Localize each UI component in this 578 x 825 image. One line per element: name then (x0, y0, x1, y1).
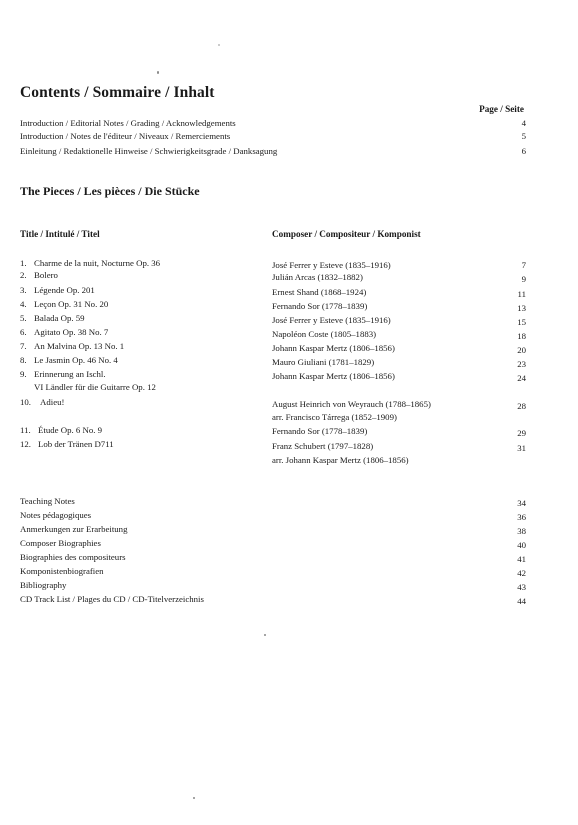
appendix-page: 36 (517, 512, 526, 522)
intro-line[interactable]: Introduction / Editorial Notes / Grading / Acknowledgements (20, 118, 236, 128)
piece-number: 11. (20, 425, 31, 435)
appendix-item[interactable]: Notes pédagogiques (20, 510, 92, 520)
intro-page: 5 (521, 131, 526, 141)
piece-composer: José Ferrer y Esteve (1835–1916) (272, 315, 391, 325)
piece-page: 18 (517, 331, 526, 341)
page-title: Contents / Sommaire / Inhalt (20, 84, 215, 101)
composer-column-header: Composer / Compositeur / Komponist (272, 229, 421, 239)
piece-composer: Fernando Sor (1778–1839) (272, 301, 368, 311)
piece-page: 28 (517, 401, 526, 411)
piece-title[interactable]: Charme de la nuit, Nocturne Op. 36 (34, 258, 161, 268)
page-column-header: Page / Seite (479, 104, 524, 114)
appendix-page: 44 (517, 596, 526, 606)
piece-title[interactable]: Le Jasmin Op. 46 No. 4 (34, 355, 118, 365)
appendix-item[interactable]: Bibliography (20, 580, 67, 590)
piece-number: 6. (20, 327, 27, 337)
piece-page: 15 (517, 317, 526, 327)
piece-title[interactable]: Étude Op. 6 No. 9 (38, 425, 103, 435)
intro-line[interactable]: Introduction / Notes de l'éditeur / Niveaux / Remerciements (20, 131, 231, 141)
appendix-page: 42 (517, 568, 526, 578)
piece-title[interactable]: Adieu! (40, 397, 65, 407)
piece-title[interactable]: An Malvina Op. 13 No. 1 (34, 341, 125, 351)
scan-speck (218, 44, 220, 46)
piece-number: 9. (20, 369, 27, 379)
intro-line[interactable]: Einleitung / Redaktionelle Hinweise / Schwierigkeitsgrade / Danksagung (20, 146, 278, 156)
appendix-page: 43 (517, 582, 526, 592)
piece-title[interactable]: Lob der Tränen D711 (38, 439, 114, 449)
piece-page: 29 (517, 428, 526, 438)
piece-composer: José Ferrer y Esteve (1835–1916) (272, 260, 391, 270)
piece-number: 12. (20, 439, 31, 449)
intro-page: 6 (521, 146, 526, 156)
appendix-item[interactable]: Komponistenbiografien (20, 566, 104, 576)
piece-subtitle: VI Ländler für die Guitarre Op. 12 (34, 382, 156, 392)
piece-arranger: arr. Johann Kaspar Mertz (1806–1856) (272, 455, 409, 465)
scan-speck (193, 797, 195, 799)
appendix-item[interactable]: Anmerkungen zur Erarbeitung (20, 524, 128, 534)
piece-composer: Julián Arcas (1832–1882) (272, 272, 363, 282)
piece-number: 4. (20, 299, 27, 309)
appendix-page: 38 (517, 526, 526, 536)
piece-arranger: arr. Francisco Tárrega (1852–1909) (272, 412, 397, 422)
piece-title[interactable]: Bolero (34, 270, 58, 280)
piece-title[interactable]: Erinnerung an Ischl. (34, 369, 106, 379)
appendix-page: 40 (517, 540, 526, 550)
piece-number: 2. (20, 270, 27, 280)
appendix-item[interactable]: Composer Biographies (20, 538, 101, 548)
pieces-heading: The Pieces / Les pièces / Die Stücke (20, 184, 200, 198)
piece-number: 10. (20, 397, 31, 407)
appendix-item[interactable]: CD Track List / Plages du CD / CD-Titelverzeichnis (20, 594, 204, 604)
piece-number: 5. (20, 313, 27, 323)
piece-number: 7. (20, 341, 27, 351)
piece-title[interactable]: Agitato Op. 38 No. 7 (34, 327, 109, 337)
appendix-page: 34 (517, 498, 526, 508)
scan-speck (264, 634, 266, 636)
piece-composer: Ernest Shand (1868–1924) (272, 287, 367, 297)
piece-composer: Johann Kaspar Mertz (1806–1856) (272, 343, 395, 353)
piece-title[interactable]: Leçon Op. 31 No. 20 (34, 299, 109, 309)
piece-title[interactable]: Balada Op. 59 (34, 313, 85, 323)
title-column-header: Title / Intitulé / Titel (20, 229, 100, 239)
appendix-item[interactable]: Biographies des compositeurs (20, 552, 126, 562)
piece-page: 11 (517, 289, 526, 299)
piece-number: 3. (20, 285, 27, 295)
piece-composer: Fernando Sor (1778–1839) (272, 426, 368, 436)
piece-composer: Franz Schubert (1797–1828) (272, 441, 374, 451)
piece-page: 13 (517, 303, 526, 313)
piece-page: 31 (517, 443, 526, 453)
piece-page: 23 (517, 359, 526, 369)
piece-title[interactable]: Légende Op. 201 (34, 285, 95, 295)
piece-page: 20 (517, 345, 526, 355)
piece-page: 7 (521, 260, 526, 270)
appendix-page: 41 (517, 554, 526, 564)
intro-page: 4 (521, 118, 526, 128)
piece-number: 1. (20, 258, 27, 268)
piece-composer: Johann Kaspar Mertz (1806–1856) (272, 371, 395, 381)
piece-page: 24 (517, 373, 526, 383)
scan-speck (157, 71, 159, 74)
piece-composer: Napoléon Coste (1805–1883) (272, 329, 377, 339)
piece-page: 9 (521, 274, 526, 284)
piece-composer: August Heinrich von Weyrauch (1788–1865) (272, 399, 431, 409)
piece-composer: Mauro Giuliani (1781–1829) (272, 357, 375, 367)
piece-number: 8. (20, 355, 27, 365)
appendix-item[interactable]: Teaching Notes (20, 496, 75, 506)
